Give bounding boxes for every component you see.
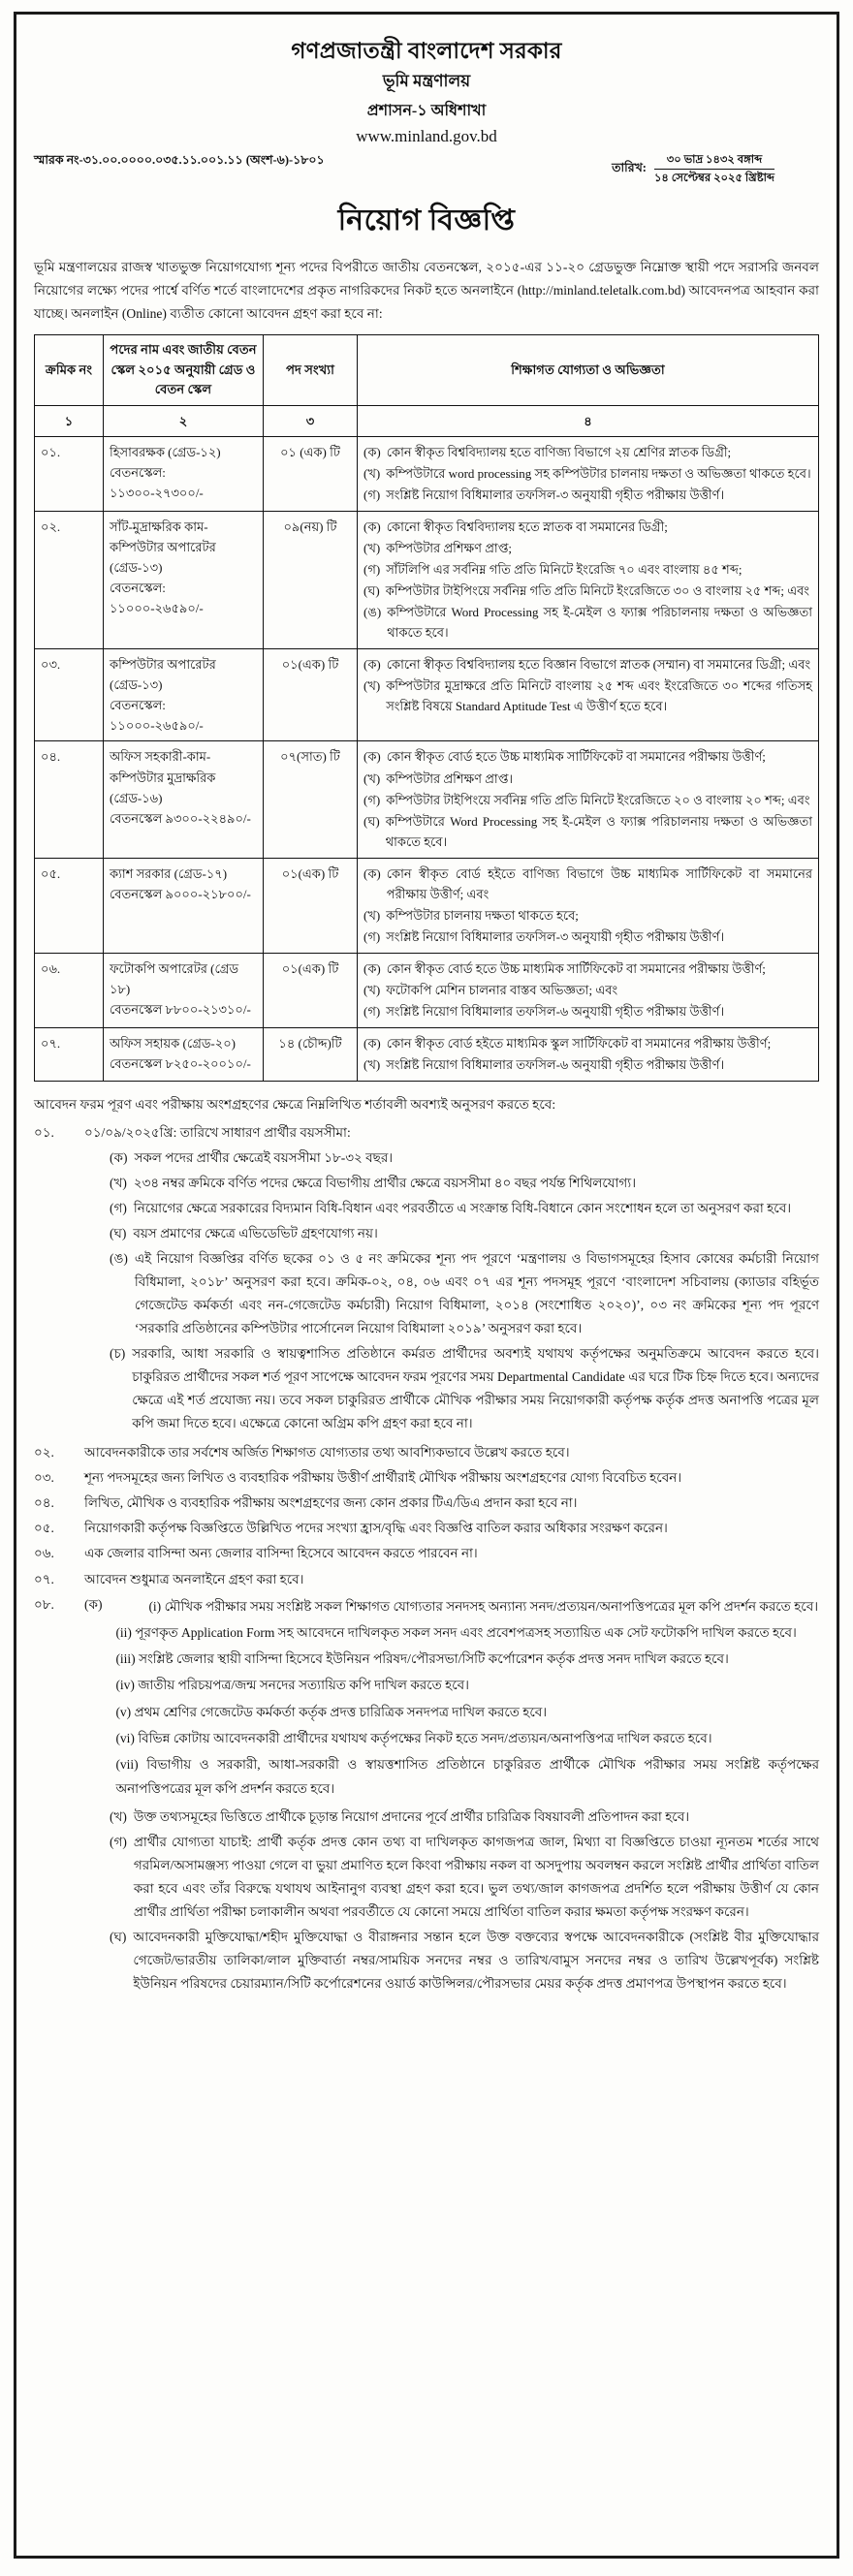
condition-body [84, 1492, 819, 1515]
date-block [612, 152, 774, 187]
sub-condition-list [84, 1806, 819, 1995]
qualification-text: কোন স্বীকৃত বোর্ড হতে উচ্চ মাধ্যমিক সার্টিফিকেট বা সমমানের পরীক্ষায় উত্তীর্ণ; [386, 749, 766, 765]
posts-table [34, 334, 819, 1082]
condition-text: আবেদনকারীকে তার সর্বশেষ অর্জিত শিক্ষাগত যোগ্যতার তথ্য আবশ্যিকভাবে উল্লেখ করতে হবে। [84, 1445, 570, 1461]
cell-serial: ০৪. [35, 741, 104, 858]
qualification-marker: (খ) [363, 907, 381, 923]
sub-condition-text: প্রার্থীর যোগ্যতা যাচাই: প্রার্থী কর্তৃক প্রদত্ত কোন তথ্য বা দাখিলকৃত কাগজপত্র জাল, মিথ্যা বা বিজ্ঞপ্তিতে চাওয়া ন্যূনতম শর্তের সাথে গরমিল/অসামঞ্জস্য পাওয়া গেলে বা ভুয়া প্রমাণিত হলে কিংবা পরীক্ষায় নকল বা অসদুপায় অবলম্বন করলে সংশ্লিষ্ট প্রার্থীর প্রার্থিতা বাতিল করা হবে এবং তাঁর বিরুদ্ধে যথাযথ আইনানুগ ব্যবস্থা গ্রহণ করা হবে। ভুল তথ্য/জাল কাগজপত্র প্রদর্শিত হলে পরীক্ষায় উত্তীর্ণ যে কোন প্রার্থীর প্রার্থিতা পরীক্ষা চলাকালীন অথবা পরবর্তীতে যে কোনো সময়ে প্রার্থিতা বাতিল করার ক্ষমতা কর্তৃপক্ষ সংরক্ষণ করেন। [133, 1834, 819, 1919]
qualification-item [363, 517, 812, 537]
condition-number: ০৮. [34, 1596, 54, 1612]
qualification-text: কোন স্বীকৃত বিশ্ববিদ্যালয় হতে বাণিজ্য বিভাগে ২য় শ্রেণির স্নাতক ডিগ্রী; [386, 444, 732, 459]
table-head [35, 335, 819, 436]
condition-item [34, 1441, 819, 1464]
sub-condition-item [110, 1222, 819, 1245]
cell-post-count: ০১(এক) টি [264, 953, 358, 1027]
sub-condition-text: আবেদনকারী মুক্তিযোদ্ধা/শহীদ মুক্তিযোদ্ধা ও বীরাঙ্গনার সন্তান হলে উক্ত বক্তব্যের স্বপক্ষে আবেদনকারীকে (সংশ্লিষ্ট বীর মুক্তিযোদ্ধার গেজেট/ভারতীয় তালিকা/লাল মুক্তিবার্তা নম্বর/সাময়িক সনদের নম্বর ও তারিখ/বামুস সনদের নম্বর ও তারিখ উল্লেখপূর্বক) সংশ্লিষ্ট ইউনিয়ন পরিষদের চেয়ারম্যান/সিটি কর্পোরেশনের ওয়ার্ড কাউন্সিলর/পৌরসভার মেয়র কর্তৃক প্রদত্ত প্রমাণপত্র উপস্থাপন করতে হবে। [133, 1929, 819, 1991]
sub-condition-text: উক্ত তথ্যসমূহের ভিত্তিতে প্রার্থীকে চূড়ান্ত নিয়োগ প্রদানের পূর্বে প্রার্থীর চারিত্রিক বিষয়াবলী প্রতিপাদন করা হবে। [133, 1808, 690, 1824]
column-header-post-count: পদ সংখ্যা [264, 335, 358, 405]
government-title: গণপ্রজাতন্ত্রী বাংলাদেশ সরকার [291, 39, 562, 63]
condition-number: ০৪. [34, 1495, 54, 1511]
sub-condition-text: ২৩৪ নম্বর ক্রমিকে বর্ণিত পদের ক্ষেত্রে বিভাগীয় প্রার্থীর ক্ষেত্রে বয়সসীমা ৪০ বছর পর্যন্ত শিথিলযোগ্য। [133, 1176, 637, 1191]
qualification-item [363, 485, 812, 505]
qualification-text: কম্পিউটার মুদ্রাক্ষরে প্রতি মিনিটে বাংলায় ২৫ শব্দ এবং ইংরেজিতে ৩০ শব্দের গতিসহ সংশ্লিষ্ট বিষয়ে Standard Aptitude Test এ উত্তীর্ণ হতে হবে। [386, 678, 812, 714]
qualification-marker: (খ) [363, 678, 381, 694]
post-title: অফিস সহকারী-কাম-কম্পিউটার মুদ্রাক্ষরিক (গ্রেড-১৬) [110, 749, 216, 805]
table-body [35, 436, 819, 1081]
conditions-lead: আবেদন ফরম পূরণ এবং পরীক্ষায় অংশগ্রহণের ক্ষেত্রে নিম্নলিখিত শর্তাবলী অবশ্যই অনুসরণ করতে হবে: [34, 1097, 556, 1113]
post-pay-scale: বেতনস্কেল: ১১০০০-২৬৫৯০/- [110, 698, 204, 734]
qualification-marker: (ঘ) [363, 583, 380, 599]
roman-marker: (v) [115, 1704, 132, 1719]
roman-text: প্রথম শ্রেণির গেজেটেড কর্মকর্তা কর্তৃক প্রদত্ত চারিত্রিক সনদপত্র দাখিল করতে হবে। [131, 1704, 548, 1719]
cell-post-name [104, 953, 264, 1027]
cell-post-count: ০১(এক) টি [264, 649, 358, 741]
table-row [35, 858, 819, 953]
qualification-list [363, 864, 812, 947]
condition-body [84, 1593, 819, 2000]
date-english: ১৪ সেপ্টেম্বর ২০২৫ খ্রিষ্টাব্দ [653, 173, 774, 185]
roman-text: বিভিন্ন কোটায় আবেদনকারী প্রার্থীদের যথাযথ কর্তৃপক্ষের নিকট হতে সনদ/প্রত্যয়ন/অনাপত্তিপত্র দাখিল করতে হবে। [134, 1731, 712, 1745]
sub-condition-text: এই নিয়োগ বিজ্ঞপ্তির বর্ণিত ছকের ০১ ও ৫ নং ক্রমিকের শূন্য পদ পূরণে ‘মন্ত্রণালয় ও বিভাগসমূহের হিসাব কোষের কর্মচারী নিয়োগ বিধিমালা, ২০১৮’ অনুসরণ করা হবে। ক্রমিক-০২, ০৪, ০৬ এবং ০৭ এর শূন্য পদসমূহ পূরণে ‘বাংলাদেশ সচিবালয় (ক্যাডার বহির্ভূত গেজেটেড কর্মকর্তা এবং নন-গেজেটেড কর্মচারী) নিয়োগ বিধিমালা, ২০১৪ (সংশোধিত ২০২০)’, ০৩ নং ক্রমিকের শূন্য পদ পূরণে ‘সরকারি প্রতিষ্ঠানের কম্পিউটার পার্সোনেল নিয়োগ বিধিমালা ২০১৯’ অনুসরণ করা হবে। [134, 1251, 819, 1336]
qualification-item [363, 980, 812, 1000]
condition-number: ০৬. [34, 1546, 54, 1561]
qualification-marker: (খ) [363, 770, 381, 786]
post-pay-scale: বেতনস্কেল: ১১০০০-২৬৫৯০/- [110, 581, 204, 616]
cell-qualifications [358, 953, 819, 1027]
column-number-2: ২ [104, 405, 264, 436]
condition-number: ০৩. [34, 1470, 54, 1486]
sub-condition-text: বয়স প্রমাণের ক্ষেত্রে এভিডেভিট গ্রহণযোগ্য নয়। [133, 1226, 378, 1241]
memo-number: স্মারক নং-৩১.০০.০০০০.০৩৫.১১.০০১.১১ (অংশ-৬)-১৮০১ [34, 152, 325, 167]
table-row [35, 511, 819, 648]
column-number-1: ১ [35, 405, 104, 436]
condition-number: ০১. [34, 1125, 54, 1141]
qualification-text: কম্পিউটারে word processing সহ কম্পিউটার চালনায় দক্ষতা ও অভিজ্ঞতা থাকতে হবে। [386, 465, 811, 481]
sub-condition-marker: (খ) [110, 1808, 127, 1824]
roman-list-item [115, 1674, 819, 1697]
qualification-marker: (গ) [363, 1003, 381, 1019]
table-row [35, 1028, 819, 1082]
post-title: ক্যাশ সরকার (গ্রেড-১৭) [110, 865, 228, 881]
condition-text: শূন্য পদসমূহের জন্য লিখিত ও ব্যবহারিক পরীক্ষায় উত্তীর্ণ প্রার্থীরাই মৌখিক পরীক্ষায় অংশগ্রহণের যোগ্য বিবেচিত হবেন। [84, 1470, 682, 1486]
roman-list-item [115, 1621, 819, 1645]
memo-date-row [34, 152, 819, 187]
qualification-text: ফটোকপি মেশিন চালনার বাস্তব অভিজ্ঞতা; এবং [386, 982, 618, 997]
column-header-post-name: পদের নাম এবং জাতীয় বেতন স্কেল ২০১৫ অনুযায়ী গ্রেড ও বেতন স্কেল [104, 335, 264, 405]
qualification-list [363, 1033, 812, 1075]
column-number-4: ৪ [358, 405, 819, 436]
condition-marker-ka: (ক) [84, 1596, 103, 1612]
qualification-marker: (ক) [363, 657, 381, 673]
qualification-item [363, 1054, 812, 1075]
qualification-list [363, 442, 812, 505]
cell-serial: ০১. [35, 436, 104, 511]
post-pay-scale: বেতনস্কেল ৮২৫০-২০০১০/- [110, 1056, 251, 1072]
cell-post-name [104, 1028, 264, 1082]
qualification-marker: (ঘ) [363, 813, 380, 829]
cell-serial: ০২. [35, 511, 104, 648]
qualification-text: কোনো স্বীকৃত বিশ্ববিদ্যালয় হতে স্নাতক বা সমমানের ডিগ্রী; [386, 518, 668, 534]
qualification-marker: (ঙ) [363, 605, 382, 620]
qualification-text: কম্পিউটার প্রশিক্ষণ প্রাপ্ত। [386, 770, 514, 786]
qualification-text: কোনো স্বীকৃত বিশ্ববিদ্যালয় হতে বিজ্ঞান বিভাগে স্নাতক (সম্মান) বা সমমানের ডিগ্রী; এবং [386, 657, 811, 673]
qualification-item [363, 559, 812, 580]
qualification-marker: (ক) [363, 444, 381, 459]
column-number-3: ৩ [264, 405, 358, 436]
cell-qualifications [358, 511, 819, 648]
sub-condition-marker: (ঘ) [110, 1226, 127, 1241]
qualification-item [363, 675, 812, 716]
post-pay-scale: বেতনস্কেল ৯০০০-২১৮০০/- [110, 886, 251, 901]
condition-body [84, 1441, 819, 1464]
condition-text: এক জেলার বাসিন্দা অন্য জেলার বাসিন্দা হিসেবে আবেদন করতে পারবেন না। [84, 1546, 478, 1561]
condition-item [34, 1517, 819, 1540]
column-header-serial: ক্রমিক নং [35, 335, 104, 405]
cell-serial: ০৩. [35, 649, 104, 741]
condition-text: নিয়োগকারী কর্তৃপক্ষ বিজ্ঞপ্তিতে উল্লিখিত পদের সংখ্যা হ্রাস/বৃদ্ধি এবং বিজ্ঞপ্তি বাতিল করার অধিকার সংরক্ষণ করেন। [84, 1521, 668, 1536]
post-title: কম্পিউটার অপারেটর (গ্রেড-১৩) [110, 657, 216, 693]
date-label: তারিখ: [612, 160, 647, 174]
qualification-item [363, 1001, 812, 1021]
cell-post-count: ০৭(সাত) টি [264, 741, 358, 858]
table-header-row [35, 335, 819, 405]
qualification-marker: (ক) [363, 749, 381, 765]
post-pay-scale: বেতনস্কেল ৯৩০০-২২৪৯০/- [110, 810, 251, 826]
qualification-text: কোন স্বীকৃত বোর্ড হইতে মাধ্যমিক স্কুল সার্টিফিকেট বা সমমানের পরীক্ষায় উত্তীর্ণ; [386, 1036, 772, 1052]
sub-condition-marker: (গ) [110, 1834, 127, 1849]
roman-marker: (ii) [115, 1624, 132, 1640]
ministry-name: ভূমি মন্ত্রণালয় [382, 71, 471, 90]
cell-post-name [104, 741, 264, 858]
condition-text: ০১/০৯/২০২৫খ্রি: তারিখে সাধারণ প্রার্থীর বয়সসীমা: [84, 1125, 351, 1141]
website-url: www.minland.gov.bd [356, 126, 497, 145]
post-title: সাঁট-মুদ্রাক্ষরিক কাম-কম্পিউটার অপারেটর (গ্রেড-১৩) [110, 518, 216, 576]
post-pay-scale: বেতনস্কেল ৮৮০০-২১৩১০/- [110, 1001, 251, 1017]
condition-body [84, 1466, 819, 1490]
condition-text: লিখিত, মৌখিক ও ব্যবহারিক পরীক্ষায় অংশগ্রহণের জন্য কোন প্রকার টিএ/ডিএ প্রদান করা হবে না। [84, 1495, 578, 1511]
condition-number: ০২. [34, 1445, 54, 1461]
sub-condition-text: নিয়োগের ক্ষেত্রে সরকারের বিদ্যমান বিধি-বিধান এবং পরবর্তীতে এ সংক্রান্ত বিধি-বিধানে কোন সংশোধন হলে তা অনুসরণ করা হবে। [133, 1201, 792, 1216]
date-bangla: ৩০ ভাদ্র ১৪৩২ বঙ্গাব্দ [654, 152, 774, 171]
sub-condition-item [110, 1831, 819, 1924]
cell-post-count: ০৯(নয়) টি [264, 511, 358, 648]
qualification-item [363, 927, 812, 947]
sub-condition-item [110, 1197, 819, 1220]
sub-condition-item [110, 1147, 819, 1170]
qualification-item [363, 602, 812, 643]
condition-item [34, 1568, 819, 1591]
qualification-item [363, 790, 812, 810]
cell-post-name [104, 858, 264, 953]
cell-serial: ০৬. [35, 953, 104, 1027]
table-row [35, 953, 819, 1027]
circular-sheet [14, 12, 839, 2559]
condition-text: আবেদন শুধুমাত্র অনলাইনে গ্রহণ করা হবে। [84, 1571, 304, 1586]
qualification-marker: (ক) [363, 960, 381, 976]
sub-condition-list [84, 1147, 819, 1435]
table-row [35, 741, 819, 858]
condition-8-roman-wrap [115, 1593, 819, 1804]
qualification-text: কম্পিউটার টাইপিংয়ে সর্বনিম্ন গতি প্রতি মিনিটে ইংরেজিতে ৩০ ও বাংলায় ২৫ শব্দ; এবং [385, 583, 810, 599]
post-title: অফিস সহায়ক (গ্রেড-২০) [110, 1036, 236, 1052]
qualification-item [363, 654, 812, 675]
qualification-item [363, 958, 812, 979]
cell-serial: ০৫. [35, 858, 104, 953]
sub-condition-item [110, 1926, 819, 1995]
branch-name: প্রশাসন-১ অধিশাখা [366, 102, 487, 119]
intro-paragraph: ভূমি মন্ত্রণালয়ের রাজস্ব খাতভুক্ত নিয়োগযোগ্য শূন্য পদের বিপরীতে জাতীয় বেতনস্কেল, ২০১৫-এর ১১-২০ গ্রেডভুক্ত নিম্নোক্ত স্থায়ী পদে সরাসরি জনবল নিয়োগের লক্ষ্যে পদের পার্শ্বে বর্ণিত শর্তে বাংলাদেশের প্রকৃত নাগরিকদের নিকট হতে অনলাইনে (http://minland.teletalk.com.bd) আবেদনপত্র আহবান করা যাচ্ছে। অনলাইন (Online) ব্যতীত কোনো আবেদন গ্রহণ করা হবে না: [34, 260, 819, 321]
sub-condition-marker: (চ) [110, 1346, 126, 1362]
qualification-marker: (গ) [363, 792, 381, 807]
post-title: ফটোকপি অপারেটর (গ্রেড ১৮) [110, 960, 239, 996]
qualification-item [363, 1033, 812, 1053]
sub-condition-marker: (ক) [110, 1150, 128, 1166]
qualification-marker: (গ) [363, 928, 381, 944]
qualification-item [363, 442, 812, 462]
qualification-text: কোন স্বীকৃত বোর্ড হতে উচ্চ মাধ্যমিক সার্টিফিকেট বা সমমানের পরীক্ষায় উত্তীর্ণ; [386, 960, 766, 976]
roman-text: মৌখিক পরীক্ষার সময় সংশ্লিষ্ট সকল শিক্ষাগত যোগ্যতার সনদসহ অন্যান্য সনদ/প্রত্যয়ন/অনাপত্তিপত্রের মূল কপি প্রদর্শন করতে হবে। [161, 1598, 819, 1614]
condition-item [34, 1466, 819, 1490]
qualification-text: কম্পিউটার চালনায় দক্ষতা থাকতে হবে; [386, 907, 579, 923]
qualification-marker: (খ) [363, 541, 381, 556]
cell-post-count: ০১ (এক) টি [264, 436, 358, 511]
condition-body [84, 1542, 819, 1565]
sub-condition-item [110, 1172, 819, 1195]
qualification-text: কম্পিউটারে Word Processing সহ ই-মেইল ও ফ্যাক্স পরিচালনায় দক্ষতা ও অভিজ্ঞতা থাকতে হবে। [387, 605, 812, 641]
roman-text: পূরণকৃত Application Form সহ আবেদনে দাখিলকৃত সকল সনদ এবং প্রবেশপত্রসহ সত্যায়িত এক সেট ফটোকপি দাখিল করতে হবে। [131, 1624, 797, 1640]
condition-item [34, 1121, 819, 1439]
qualification-list [363, 654, 812, 716]
condition-body [84, 1121, 819, 1439]
qualification-item [363, 864, 812, 904]
qualification-list [363, 746, 812, 851]
qualification-marker: (খ) [363, 465, 381, 481]
condition-item [34, 1593, 819, 2000]
qualification-item [363, 581, 812, 601]
cell-post-count: ১৪ (চৌদ্দ)টি [264, 1028, 358, 1082]
condition-8-ka-block [84, 1593, 819, 1804]
roman-text: জাতীয় পরিচয়পত্র/জন্ম সনদের সত্যায়িত কপি দাখিল করতে হবে। [134, 1678, 469, 1693]
qualification-item [363, 746, 812, 767]
cell-post-name [104, 436, 264, 511]
qualification-text: সংশ্লিষ্ট নিয়োগ বিধিমালার তফসিল-৬ অনুযায়ী গৃহীত পরীক্ষায় উত্তীর্ণ। [386, 1057, 725, 1073]
condition-item [34, 1492, 819, 1515]
condition-number: ০৫. [34, 1521, 54, 1536]
sub-condition-text: সকল পদের প্রার্থীর ক্ষেত্রেই বয়সসীমা ১৮-৩২ বছর। [134, 1150, 394, 1166]
roman-marker: (iv) [115, 1678, 135, 1693]
condition-marker-line [84, 1593, 102, 1804]
qualification-list [363, 517, 812, 643]
qualification-item [363, 811, 812, 852]
date-stack [654, 152, 774, 187]
qualification-item [363, 769, 812, 789]
cell-post-count: ০১(এক) টি [264, 858, 358, 953]
cell-serial: ০৭. [35, 1028, 104, 1082]
conditions-list [34, 1121, 819, 1999]
qualification-text: কম্পিউটারে Word Processing সহ ই-মেইল ও ফ্যাক্স পরিচালনায় দক্ষতা ও অভিজ্ঞতা থাকতে হবে। [385, 813, 812, 849]
roman-list-item [115, 1595, 819, 1618]
qualification-marker: (ক) [363, 518, 381, 534]
sub-condition-marker: (ঘ) [110, 1929, 127, 1944]
roman-text: বিভাগীয় ও সরকারী, আধা-সরকারী ও স্বায়ত্তশাসিত প্রতিষ্ঠানে চাকুরিরত প্রার্থীকে মৌখিক পরীক্ষার সময় সংশ্লিষ্ট কর্তৃপক্ষের অনাপত্তিপত্রের মূল কপি প্রদর্শন করতে হবে। [115, 1757, 819, 1796]
qualification-text: কম্পিউটার টাইপিংয়ে সর্বনিম্ন গতি প্রতি মিনিটে ইংরেজিতে ২০ ও বাংলায় ২০ শব্দ; এবং [386, 792, 810, 807]
cell-post-name [104, 649, 264, 741]
qualification-list [363, 958, 812, 1021]
roman-list-item [115, 1753, 819, 1801]
table-row [35, 649, 819, 741]
qualification-item [363, 905, 812, 926]
roman-text: সংশ্লিষ্ট জেলার স্থায়ী বাসিন্দা হিসেবে ইউনিয়ন পরিষদ/পৌরসভা/সিটি কর্পোরেশন কর্তৃক প্রদত্ত সনদ দাখিল করতে হবে। [135, 1651, 729, 1667]
sub-condition-item [110, 1806, 819, 1829]
cell-qualifications [358, 741, 819, 858]
cell-qualifications [358, 858, 819, 953]
cell-qualifications [358, 1028, 819, 1082]
condition-item [34, 1542, 819, 1565]
sub-condition-item [110, 1247, 819, 1340]
cell-qualifications [358, 649, 819, 741]
post-pay-scale: বেতনস্কেল: ১১৩০০-২৭৩০০/- [110, 464, 204, 500]
table-column-number-row [35, 405, 819, 436]
roman-marker: (i) [148, 1598, 162, 1614]
post-title: হিসাবরক্ষক (গ্রেড-১২) [110, 444, 221, 459]
cell-post-name [104, 511, 264, 648]
qualification-text: কম্পিউটার প্রশিক্ষণ প্রাপ্ত; [386, 541, 512, 556]
qualification-marker: (গ) [363, 487, 381, 502]
condition-number: ০৭. [34, 1571, 54, 1586]
page-title: নিয়োগ বিজ্ঞপ্তি [337, 204, 516, 237]
sub-condition-text: সরকারি, আধা সরকারি ও স্বায়ত্বশাসিত প্রতিষ্ঠানে কর্মরত প্রার্থীদের অবশ্যই যথাযথ কর্তৃপক্ষের অনুমতিক্রমে আবেদন করতে হবে। চাকুরিরত প্রার্থীদের সকল শর্ত পূরণ সাপেক্ষে আবেদন ফরম পূরণের সময় Departmental Candidate এর ঘরে টিক চিহ্ন দিতে হবে। অন্যদের ক্ষেত্রে এই শর্ত প্রযোজ্য নয়। তবে সকল চাকুরিরত প্রার্থীকে মৌখিক পরীক্ষার সময় নিয়োগকারী কর্তৃপক্ষ কর্তৃক প্রদত্ত অনাপত্তি পত্রের মূল কপি জমা দিতে হবে। এক্ষেত্রে কোনো অগ্রিম কপি গ্রহণ করা হবে না। [132, 1346, 819, 1431]
qualification-text: কোন স্বীকৃত বোর্ড হইতে বাণিজ্য বিভাগে উচ্চ মাধ্যমিক সার্টিফিকেট বা সমমানের পরীক্ষায় উত্তীর্ণ; এবং [386, 865, 812, 901]
qualification-marker: (খ) [363, 982, 381, 997]
qualification-text: সাঁটলিপি এর সর্বনিম্ন গতি প্রতি মিনিটে ইংরেজি ৭০ এবং বাংলায় ৪৫ শব্দ; [386, 562, 742, 578]
roman-list-item [115, 1648, 819, 1671]
condition-body [84, 1517, 819, 1540]
sub-condition-marker: (গ) [110, 1201, 127, 1216]
qualification-text: সংশ্লিষ্ট নিয়োগ বিধিমালার তফসিল-৩ অনুযায়ী গৃহীত পরীক্ষায় উত্তীর্ণ। [386, 487, 725, 502]
qualification-text: সংশ্লিষ্ট নিয়োগ বিধিমালার তফসিল-৩ অনুযায়ী গৃহীত পরীক্ষায় উত্তীর্ণ। [386, 928, 725, 944]
roman-marker: (vii) [115, 1757, 139, 1773]
document-header [34, 38, 819, 146]
qualification-text: সংশ্লিষ্ট নিয়োগ বিধিমালার তফসিল-৬ অনুযায়ী গৃহীত পরীক্ষায় উত্তীর্ণ। [386, 1003, 725, 1019]
qualification-item [363, 538, 812, 558]
qualification-marker: (ক) [363, 865, 381, 881]
roman-list [115, 1595, 819, 1801]
sub-condition-item [110, 1342, 819, 1435]
cell-qualifications [358, 436, 819, 511]
table-row [35, 436, 819, 511]
sub-condition-marker: (ঙ) [110, 1251, 128, 1267]
qualification-item [363, 463, 812, 484]
qualification-marker: (খ) [363, 1057, 381, 1073]
roman-marker: (vi) [115, 1731, 135, 1745]
roman-marker: (iii) [115, 1651, 136, 1667]
column-header-qualification: শিক্ষাগত যোগ্যতা ও অভিজ্ঞতা [358, 335, 819, 405]
qualification-marker: (ক) [363, 1036, 381, 1052]
sub-condition-marker: (খ) [110, 1176, 127, 1191]
roman-list-item [115, 1701, 819, 1724]
roman-list-item [115, 1727, 819, 1750]
qualification-marker: (গ) [363, 562, 381, 578]
condition-body [84, 1568, 819, 1591]
